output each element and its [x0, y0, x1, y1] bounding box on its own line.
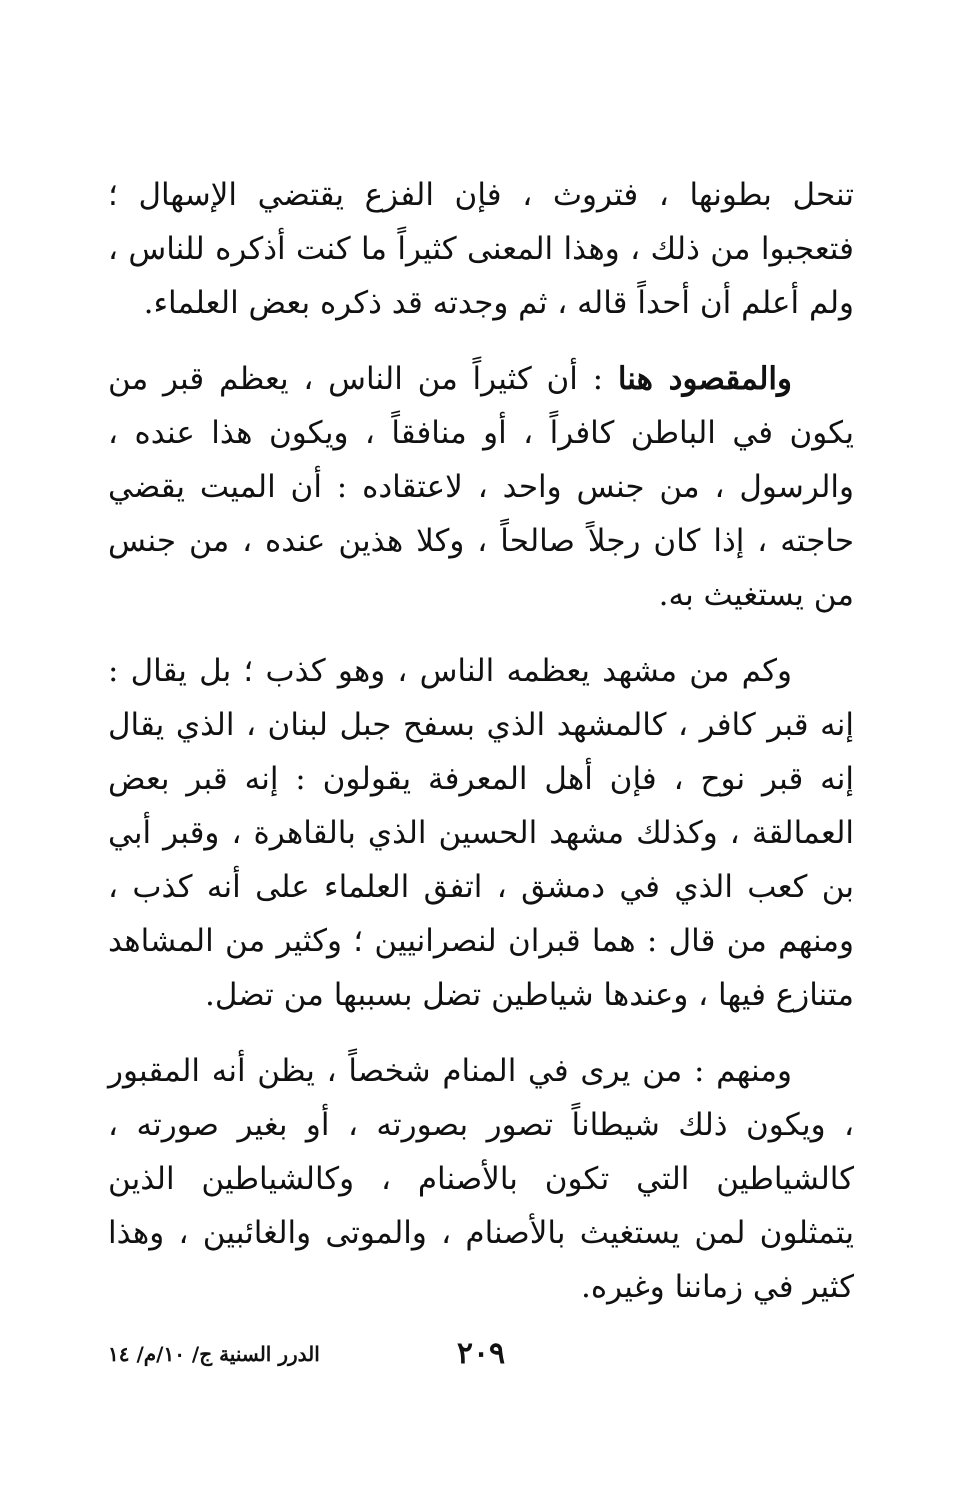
paragraph-3 [108, 644, 854, 1022]
paragraph-2-text: : أن كثيراً من الناس ، يعظم قبر من يكون في الباطن كافراً ، أو منافقاً ، ويكون هذا عنده ، والرسول ، من جنس واحد ، لاعتقاده : أن الميت يقضي حاجته ، إذا كان رجلاً صالحاً ، وكلا هذين عنده ، من جنس من يستغيث به. [108, 361, 854, 613]
paragraph-1-text: تنحل بطونها ، فتروث ، فإن الفزع يقتضي الإسهال ؛ فتعجبوا من ذلك ، وهذا المعنى كثيراً ما كنت أذكره للناس ، ولم أعلم أن أحداً قاله ، ثم وجدته قد ذكره بعض العلماء. [108, 177, 854, 321]
paragraph-4 [108, 1044, 854, 1314]
paragraph-2-lead: والمقصود هنا [617, 361, 792, 397]
page-footer [108, 1336, 854, 1376]
main-text [108, 168, 854, 1336]
page-number: ٢٠٩ [456, 1336, 506, 1371]
paragraph-1 [108, 168, 854, 330]
source-reference: الدرر السنية ج/ ١٠/م/ ١٤ [108, 1342, 320, 1366]
paragraph-3-text: وكم من مشهد يعظمه الناس ، وهو كذب ؛ بل يقال : إنه قبر كافر ، كالمشهد الذي بسفح جبل لبنان ، الذي يقال إنه قبر نوح ، فإن أهل المعرفة يقولون : إنه قبر بعض العمالقة ، وكذلك مشهد الحسين الذي بالقاهرة ، وقبر أبي بن كعب الذي في دمشق ، اتفق العلماء على أنه كذب ، ومنهم من قال : هما قبران لنصرانيين ؛ وكثير من المشاهد متنازع فيها ، وعندها شياطين تضل بسببها من تضل. [108, 653, 854, 1013]
paragraph-2 [108, 352, 854, 622]
paragraph-4-text: ومنهم : من يرى في المنام شخصاً ، يظن أنه المقبور ، ويكون ذلك شيطاناً تصور بصورته ، أو بغير صورته ، كالشياطين التي تكون بالأصنام ، وكالشياطين الذين يتمثلون لمن يستغيث بالأصنام ، والموتى والغائبين ، وهذا كثير في زماننا وغيره. [108, 1053, 854, 1305]
